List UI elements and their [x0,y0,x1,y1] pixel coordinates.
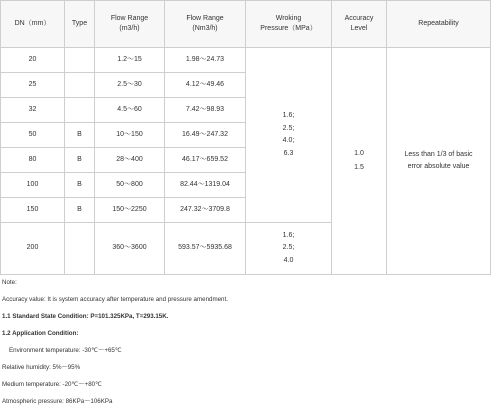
header-type: Type [65,1,95,48]
header-dn: DN（mm） [1,1,65,48]
table-header-row [1,1,491,48]
cell-type [65,48,95,73]
cell-dn: 20 [1,48,65,73]
header-flow-range-m3h: Flow Range (m3/h) [95,1,165,48]
cell-flow-m3h: 360～3600 [95,223,165,275]
cell-flow-nm3h: 7.42～98.93 [165,98,246,123]
cell-flow-m3h: 150～2250 [95,198,165,223]
cell-type: B [65,198,95,223]
header-working-pressure: Wroking Pressure（MPa） [246,1,332,48]
cell-dn: 100 [1,173,65,198]
notes-section [2,277,490,413]
cell-dn: 25 [1,73,65,98]
header-flow-range-nm3h: Flow Range (Nm3/h) [165,1,246,48]
cell-flow-nm3h: 82.44～1319.04 [165,173,246,198]
cell-type [65,223,95,275]
cell-dn: 80 [1,148,65,173]
note-environment-temperature: Environment temperature: -30℃～+65℃ [9,347,122,354]
cell-flow-m3h: 4.5～60 [95,98,165,123]
note-application-title: 1.2 Application Condition: [2,330,79,337]
note-relative-humidity: Relative humidity: 5%～95% [2,364,81,371]
cell-flow-nm3h: 16.49～247.32 [165,123,246,148]
cell-flow-m3h: 1.2～15 [95,48,165,73]
note-standard-state: 1.1 Standard State Condition: P=101.325KPa, T=293.15K. [2,313,169,320]
cell-type [65,98,95,123]
cell-repeatability: Less than 1/3 of basic error absolute value [387,48,491,275]
cell-flow-m3h: 28～400 [95,148,165,173]
header-accuracy-level: Accuracy Level [332,1,387,48]
cell-flow-nm3h: 593.57～5935.68 [165,223,246,275]
cell-dn: 150 [1,198,65,223]
note-accuracy-value: Accuracy value: It is system accuracy after temperature and pressure amendment. [2,296,228,303]
table-row [1,48,491,73]
cell-working-pressure-group-2: 1.6; 2.5; 4.0 [246,223,332,275]
cell-type [65,73,95,98]
cell-flow-nm3h: 4.12～49.46 [165,73,246,98]
note-medium-temperature: Medium temperature: -20℃～+80℃ [2,381,103,388]
cell-type: B [65,123,95,148]
cell-flow-nm3h: 247.32～3709.8 [165,198,246,223]
cell-type: B [65,148,95,173]
cell-flow-nm3h: 1.98～24.73 [165,48,246,73]
cell-dn: 50 [1,123,65,148]
header-repeatability: Repeatability [387,1,491,48]
cell-type: B [65,173,95,198]
cell-accuracy-level: 1.0 1.5 [332,48,387,275]
cell-flow-m3h: 10～150 [95,123,165,148]
note-label: Note: [2,279,17,286]
cell-flow-nm3h: 46.17～659.52 [165,148,246,173]
cell-dn: 200 [1,223,65,275]
cell-dn: 32 [1,98,65,123]
note-atmospheric-pressure: Atmospheric pressure: 86KPa～106KPa [2,398,113,405]
cell-flow-m3h: 50～800 [95,173,165,198]
cell-flow-m3h: 2.5～30 [95,73,165,98]
cell-working-pressure-group-1: 1.6; 2.5; 4.0; 6.3 [246,48,332,223]
